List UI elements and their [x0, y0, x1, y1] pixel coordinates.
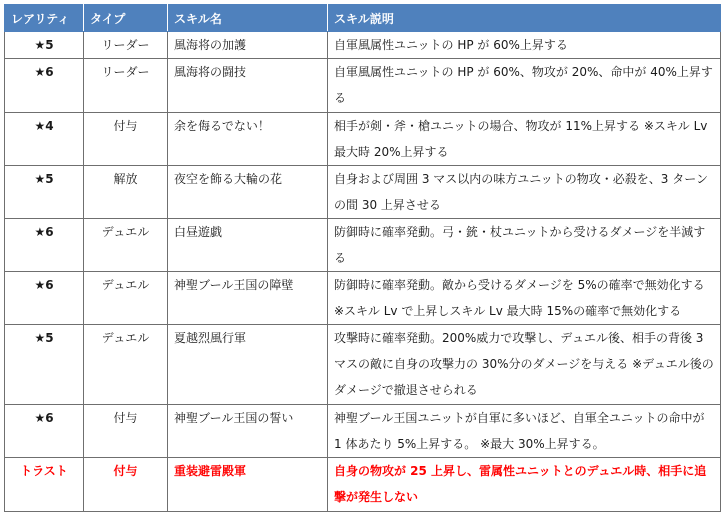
type-cell: リーダー: [84, 59, 168, 113]
header-type: タイプ: [84, 5, 168, 32]
skill-name-cell: 風海将の闘技: [168, 59, 328, 113]
type-cell: デュエル: [84, 272, 168, 325]
skill-desc-cell: 防御時に確率発動。弓・銃・杖ユニットから受けるダメージを半減する: [328, 219, 721, 272]
skill-name-cell: 白昼遊戯: [168, 219, 328, 272]
type-cell: リーダー: [84, 32, 168, 59]
skill-name-cell: 神聖ブール王国の誓い: [168, 405, 328, 458]
skill-desc-cell: 自軍風属性ユニットの HP が 60%、物攻が 20%、命中が 40%上昇する: [328, 59, 721, 113]
rarity-cell: ★6: [5, 272, 84, 325]
skill-desc-cell: 相手が剣・斧・槍ユニットの場合、物攻が 11%上昇する ※スキル Lv 最大時 20%上昇する: [328, 113, 721, 166]
rarity-cell: ★6: [5, 59, 84, 113]
table-row-trust: [5, 458, 721, 512]
skill-desc-cell: 自身の物攻が 25 上昇し、雷属性ユニットとのデュエル時、相手に追撃が発生しない: [328, 458, 721, 512]
table-row: [5, 219, 721, 272]
type-cell: 付与: [84, 458, 168, 512]
type-cell: 付与: [84, 113, 168, 166]
skill-name-cell: 夏越烈風行軍: [168, 325, 328, 405]
skill-name-cell: 重装避雷殿軍: [168, 458, 328, 512]
rarity-cell: ★6: [5, 405, 84, 458]
header-skill-name: スキル名: [168, 5, 328, 32]
skill-desc-cell: 神聖ブール王国ユニットが自軍に多いほど、自軍全ユニットの命中が 1 体あたり 5%上昇する。 ※最大 30%上昇する。: [328, 405, 721, 458]
type-cell: 付与: [84, 405, 168, 458]
skill-desc-cell: 自軍風属性ユニットの HP が 60%上昇する: [328, 32, 721, 59]
table-row: [5, 405, 721, 458]
type-cell: デュエル: [84, 325, 168, 405]
table-row: [5, 166, 721, 219]
header-skill-desc: スキル説明: [328, 5, 721, 32]
type-cell: 解放: [84, 166, 168, 219]
header-rarity: レアリティ: [5, 5, 84, 32]
table-row: [5, 59, 721, 113]
table-row: [5, 113, 721, 166]
skill-desc-cell: 防御時に確率発動。敵から受けるダメージを 5%の確率で無効化する ※スキル Lv で上昇しスキル Lv 最大時 15%の確率で無効化する: [328, 272, 721, 325]
rarity-cell: ★4: [5, 113, 84, 166]
skill-name-cell: 神聖ブール王国の障壁: [168, 272, 328, 325]
rarity-cell: ★6: [5, 219, 84, 272]
skill-table: [4, 4, 721, 512]
skill-desc-cell: 攻撃時に確率発動。200%威力で攻撃し、デュエル後、相手の背後 3 マスの敵に自身の攻撃力の 30%分のダメージを与える ※デュエル後のダメージで撤退させられる: [328, 325, 721, 405]
rarity-cell: トラスト: [5, 458, 84, 512]
rarity-cell: ★5: [5, 166, 84, 219]
rarity-cell: ★5: [5, 325, 84, 405]
table-row: [5, 272, 721, 325]
type-cell: デュエル: [84, 219, 168, 272]
table-row: [5, 32, 721, 59]
rarity-cell: ★5: [5, 32, 84, 59]
skill-desc-cell: 自身および周囲 3 マス以内の味方ユニットの物攻・必殺を、3 ターンの間 30 上昇させる: [328, 166, 721, 219]
header-row: [5, 5, 721, 32]
skill-name-cell: 風海将の加護: [168, 32, 328, 59]
skill-name-cell: 余を侮るでない！: [168, 113, 328, 166]
table-row: [5, 325, 721, 405]
skill-name-cell: 夜空を飾る大輪の花: [168, 166, 328, 219]
